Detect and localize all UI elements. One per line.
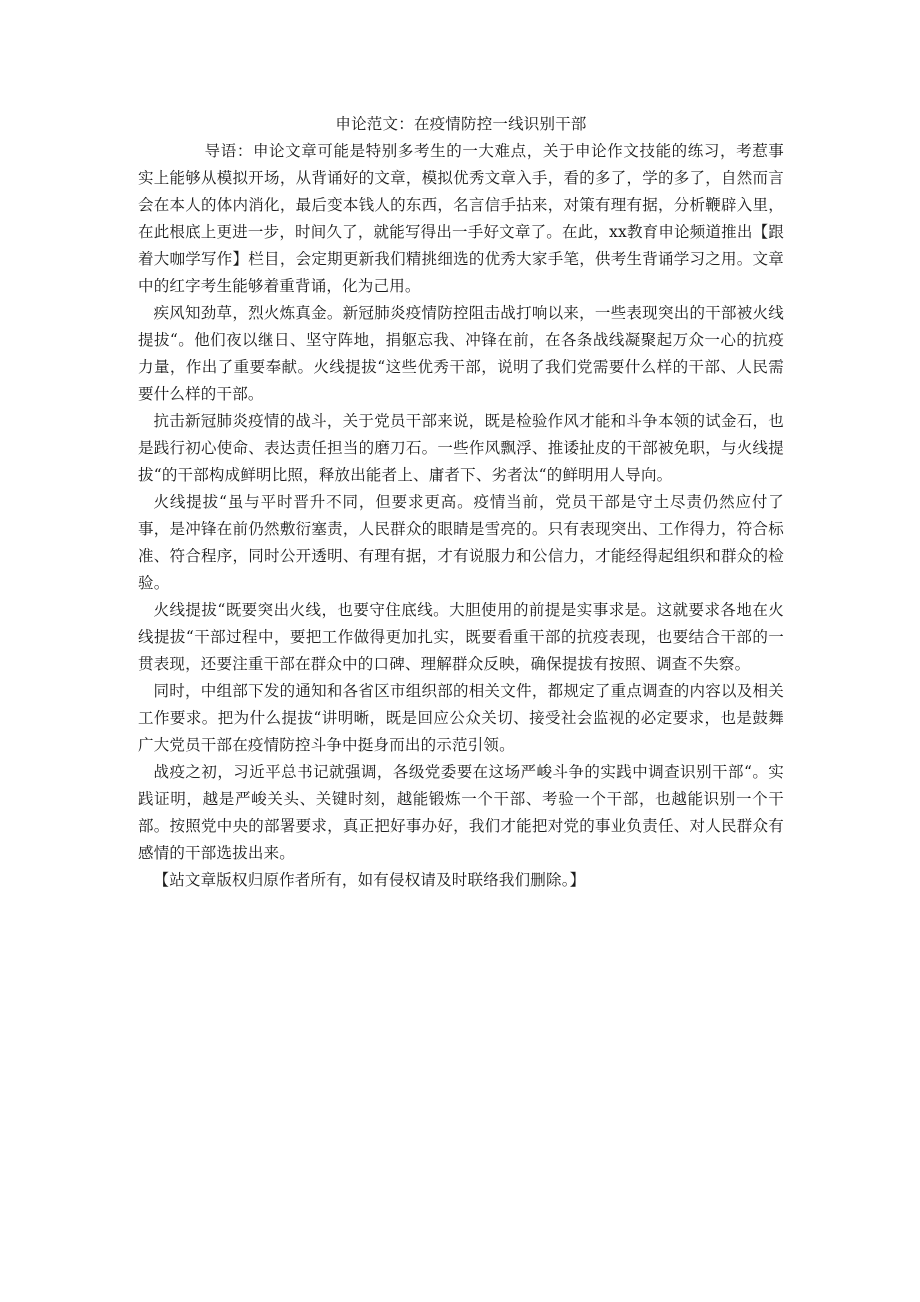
document-title: 申论范文：在疫情防控一线识别干部	[335, 115, 587, 133]
body-paragraph-2: 抗击新冠肺炎疫情的战斗，关于党员干部来说，既是检验作风才能和斗争本领的试金石，也是践行初心使命、表达责任担当的磨刀石。一些作风飘浮、推诿扯皮的干部被免职，与火线提拔“的干部构成鲜明比照，释放出能者上、庸者下、劣者汰“的鲜明用人导向。	[138, 412, 784, 484]
document-body	[138, 111, 784, 894]
copyright-notice: 【站文章版权归原作者所有，如有侵权请及时联络我们删除。】	[153, 871, 586, 889]
body-paragraph-4: 火线提拔“既要突出火线，也要守住底线。大胆使用的前提是实事求是。这就要求各地在火线提拔“干部过程中，要把工作做得更加扎实，既要看重干部的抗疫表现，也要结合干部的一贯表现，还要注重干部在群众中的口碑、理解群众反映，确保提拔有按照、调查不失察。	[138, 601, 784, 673]
body-paragraph-3: 火线提拔“虽与平时晋升不同，但要求更高。疫情当前，党员干部是守土尽责仍然应付了事，是冲锋在前仍然敷衍塞责，人民群众的眼睛是雪亮的。只有表现突出、工作得力，符合标准、符合程序，同时公开透明、有理有据，才有说服力和公信力，才能经得起组织和群众的检验。	[138, 493, 784, 592]
body-paragraph-5: 同时，中组部下发的通知和各省区市组织部的相关文件，都规定了重点调查的内容以及相关工作要求。把为什么提拔“讲明晰，既是回应公众关切、接受社会监视的必定要求，也是鼓舞广大党员干部在疫情防控斗争中挺身而出的示范引领。	[138, 682, 784, 754]
body-paragraph-1: 疾风知劲草，烈火炼真金。新冠肺炎疫情防控阻击战打响以来，一些表现突出的干部被火线提拔“。他们夜以继日、坚守阵地，捐躯忘我、冲锋在前，在各条战线凝聚起万众一心的抗疫力量，作出了重要奉献。火线提拔“这些优秀干部，说明了我们党需要什么样的干部、人民需要什么样的干部。	[138, 304, 784, 403]
intro-paragraph: 导语：申论文章可能是特别多考生的一大难点，关于申论作文技能的练习，考惹事实上能够从模拟开场，从背诵好的文章，模拟优秀文章入手，看的多了，学的多了，自然而言会在本人的体内消化，最后变本钱人的东西，名言信手拈来，对策有理有据，分析鞭辟入里，在此根底上更进一步，时间久了，就能写得出一手好文章了。在此，xx教育申论频道推出【跟着大咖学写作】栏目，会定期更新我们精挑细选的优秀大家手笔，供考生背诵学习之用。文章中的红字考生能够着重背诵，化为己用。	[138, 142, 784, 295]
body-paragraph-6: 战疫之初，习近平总书记就强调，各级党委要在这场严峻斗争的实践中调查识别干部“。实践证明，越是严峻关头、关键时刻，越能锻炼一个干部、考验一个干部，也越能识别一个干部。按照党中央的部署要求，真正把好事办好，我们才能把对党的事业负责任、对人民群众有感情的干部选拔出来。	[138, 763, 784, 862]
